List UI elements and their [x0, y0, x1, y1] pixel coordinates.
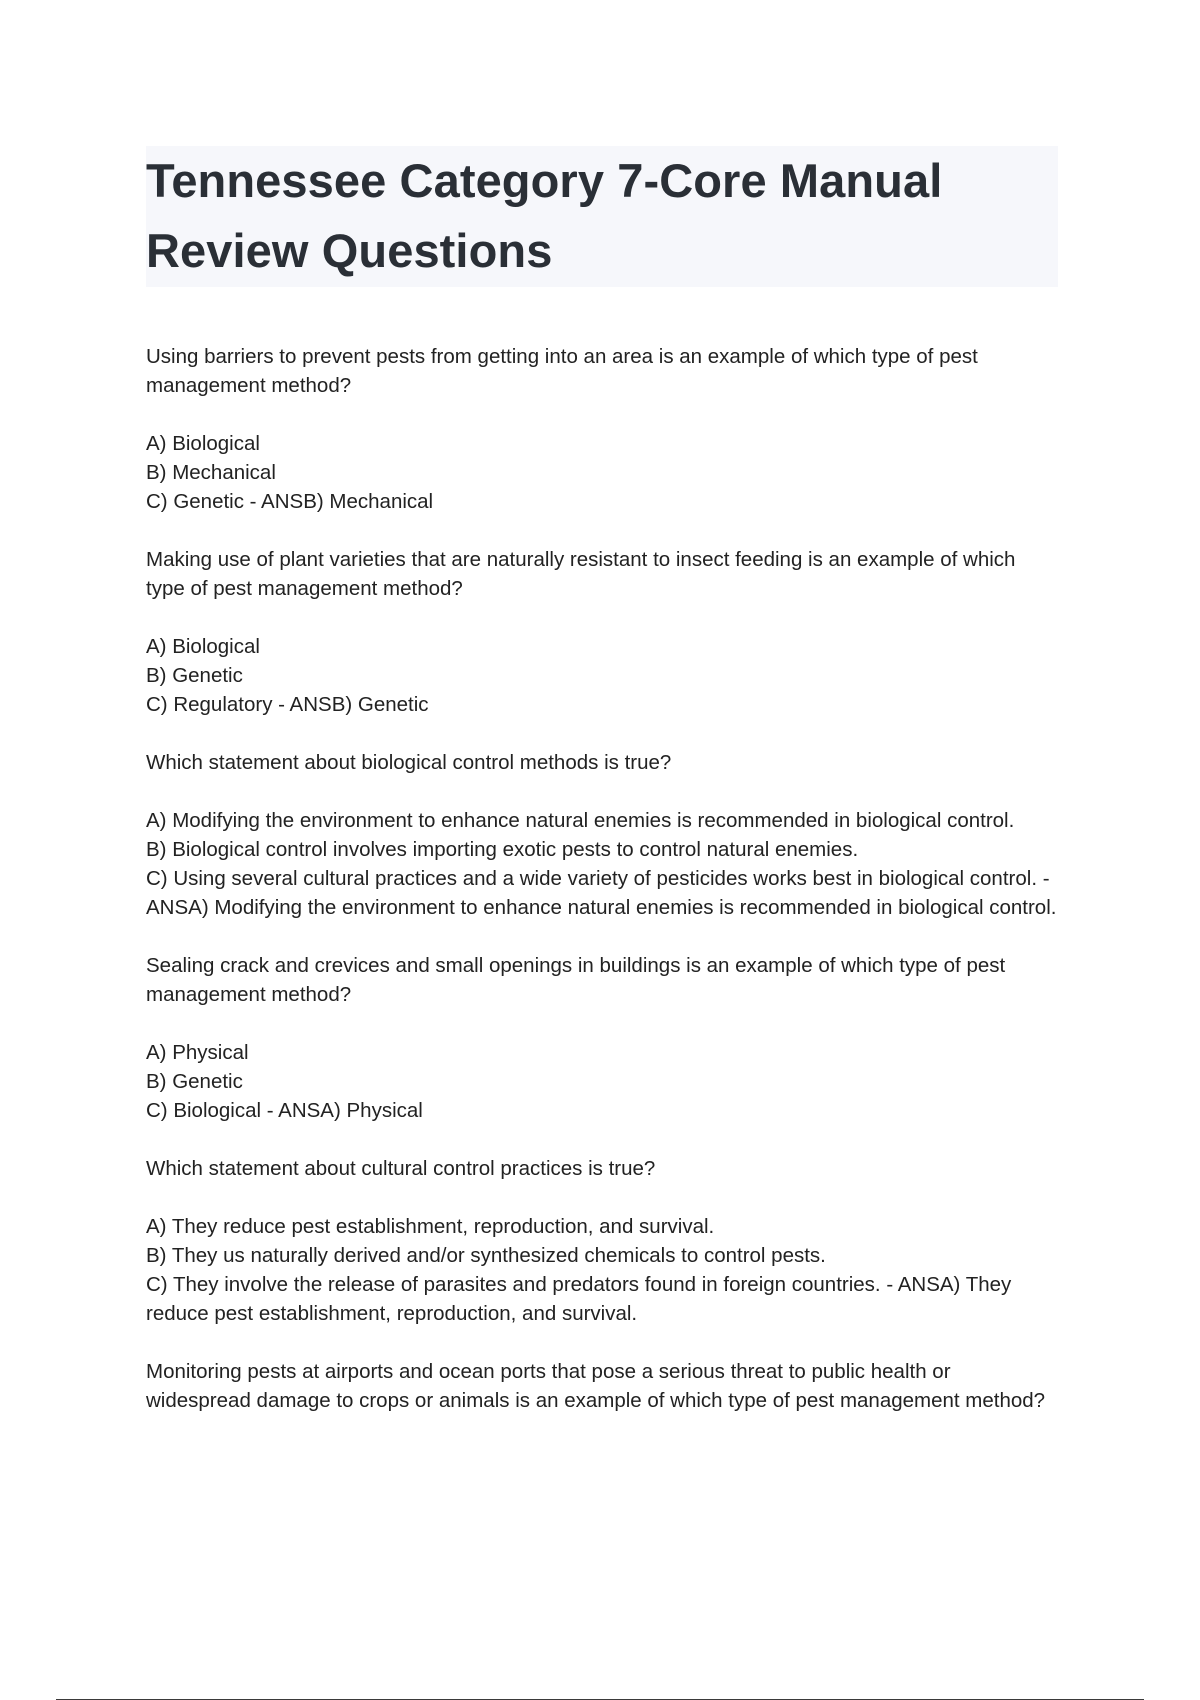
question-list: [146, 342, 1058, 1444]
question-3-text: Which statement about biological control methods is true?: [146, 751, 672, 774]
question-6-text: Monitoring pests at airports and ocean ports that pose a serious threat to public health or widespread damage to crops or animals is an example of which type of pest management method?: [146, 1360, 1046, 1412]
question-4-text: Sealing crack and crevices and small openings in buildings is an example of which type of pest management method?: [146, 954, 1006, 1006]
question-2-options: A) Biological B) Genetic C) Regulatory - ANSB) Genetic: [146, 635, 429, 716]
question-1-options: A) Biological B) Mechanical C) Genetic - ANSB) Mechanical: [146, 432, 434, 513]
question-5-options: A) They reduce pest establishment, reproduction, and survival. B) They us naturally derived and/or synthesized chemicals to control pests. C) They involve the release of parasites and predators found in foreign countries. - ANSA) They reduce pest establishment, reproduction, and survival.: [146, 1215, 1012, 1325]
question-5-text: Which statement about cultural control practices is true?: [146, 1157, 656, 1180]
question-4-options: A) Physical B) Genetic C) Biological - ANSA) Physical: [146, 1041, 423, 1122]
question-2-text: Making use of plant varieties that are naturally resistant to insect feeding is an example of which type of pest management method?: [146, 548, 1016, 600]
question-3-options: A) Modifying the environment to enhance natural enemies is recommended in biological control. B) Biological control involves importing exotic pests to control natural enemies. C) Using several cultural practices and a wide variety of pesticides works best in biological control. - ANSA) Modifying the environment to enhance natural enemies is recommended in biological control.: [146, 809, 1057, 919]
question-1-text: Using barriers to prevent pests from getting into an area is an example of which type of pest management method?: [146, 345, 978, 397]
document-title: Tennessee Category 7-Core Manual Review Questions: [146, 154, 943, 277]
title-banner: [146, 146, 1058, 287]
